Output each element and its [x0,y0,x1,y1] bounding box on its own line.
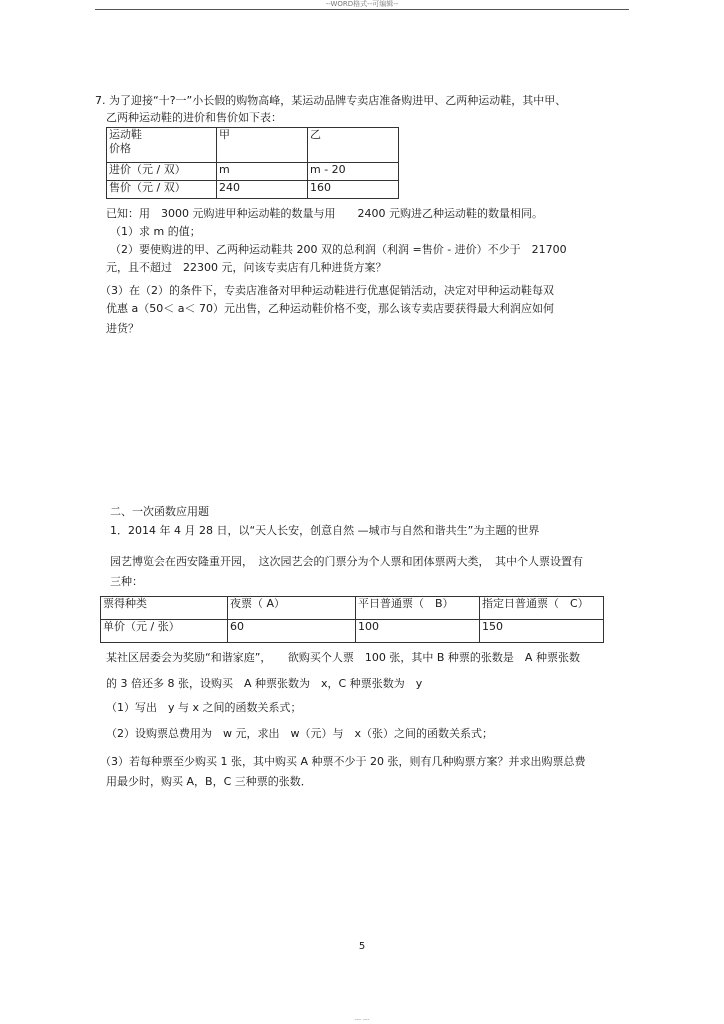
table-cell: 进价（元 / 双） [107,163,217,181]
problem7-line1: 7. 为了迎接“十?一”小长假的购物高峰，某运动品牌专卖店准备购进甲、乙两种运动鞋，其中甲、 [95,94,567,107]
table-cell: 指定日普通票（ C） [480,597,604,620]
table-cell: 160 [308,181,399,199]
table-cell: m [217,163,308,181]
section2-q2: （2）设购票总费用为 w 元，求出 w（元）与 x（张）之间的函数关系式； [106,727,493,740]
table-cell: 运动鞋 价格 [107,128,217,163]
problem7-q3-line1: （3）在（2）的条件下，专卖店准备对甲种运动鞋进行优惠促销活动，决定对甲种运动鞋每双 [100,284,554,297]
table-cell: 150 [480,620,604,643]
page-number: 5 [358,941,366,952]
table-cell: m - 20 [308,163,399,181]
section2-p1-line2: 园艺博览会在西安隆重开园， 这次园艺会的门票分为个人票和团体票两大类， 其中个人票设置有 [110,555,583,568]
table-row [101,620,604,643]
problem7-q3-line2: 优惠 a（50＜ a＜ 70）元出售，乙种运动鞋价格不变，那么该专卖店要获得最大利润应如何 [106,302,554,315]
table-cell: 乙 [308,128,399,163]
shoe-price-table [106,127,399,199]
table-row [107,128,399,163]
ticket-price-table [100,596,604,643]
problem7-line2: 乙两种运动鞋的进价和售价如下表： [106,111,282,124]
problem7-q2-line2: 元，且不超过 22300 元，问该专卖店有几种进货方案？ [106,261,387,274]
section2-title: 二、一次函数应用题 [110,505,209,518]
table-row [107,181,399,199]
table-cell: 夜票（ A） [228,597,356,620]
table-cell: 60 [228,620,356,643]
table-cell: 100 [356,620,480,643]
section2-p2-line2: 的 3 倍还多 8 张，设购买 A 种票张数为 x，C 种票张数为 y [106,677,423,690]
table-row [107,163,399,181]
header-rule [95,9,629,10]
problem7-q2-line1: （2）要使购进的甲、乙两种运动鞋共 200 双的总利润（利润 =售价 - 进价）不少于 21700 [110,243,567,256]
table-cell: 240 [217,181,308,199]
table-cell: 票得种类 [101,597,228,620]
problem7-known: 已知：用 3000 元购进甲种运动鞋的数量与用 2400 元购进乙种运动鞋的数量相同。 [106,207,543,220]
table-row [101,597,604,620]
header-text: --WORD格式--可编辑-- [325,0,399,8]
section2-p1-line3: 三种： [110,575,143,588]
footer-text: --- --- [354,1016,370,1023]
table-cell: 单价（元 / 张） [101,620,228,643]
section2-p2-line1: 某社区居委会为奖励“和谐家庭”， 欲购买个人票 100 张，其中 B 种票的张数是 A 种票张数 [106,651,580,664]
table-cell: 售价（元 / 双） [107,181,217,199]
table-cell: 平日普通票（ B） [356,597,480,620]
section2-q1: （1）写出 y 与 x 之间的函数关系式； [106,701,302,714]
problem7-q1: （1）求 m 的值； [110,225,201,238]
table-cell: 甲 [217,128,308,163]
section2-p1-line1: 1．2014 年 4 月 28 日，以“天人长安，创意自然 —城市与自然和谐共生”为主题的世界 [110,524,540,537]
section2-q3-line2: 用最少时，购买 A，B，C 三种票的张数． [106,775,312,788]
section2-q3-line1: （3）若每种票至少购买 1 张，其中购买 A 种票不少于 20 张，则有几种购票方案？并求出购票总费 [100,755,586,768]
problem7-q3-line3: 进货？ [106,322,139,335]
